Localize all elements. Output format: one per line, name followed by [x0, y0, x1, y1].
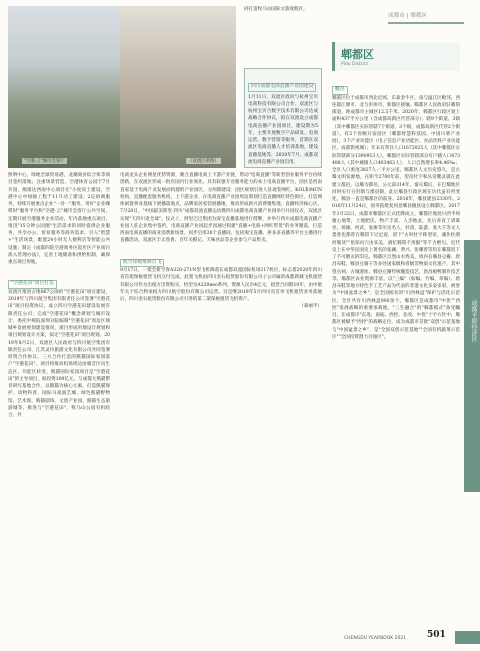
- col2-signature: （葛丽平）: [299, 304, 322, 310]
- col2-top: [244, 6, 322, 58]
- feature-box: [244, 68, 322, 168]
- photo-airport-city-lounge: [8, 6, 236, 168]
- district-title: 郫都区: [341, 48, 374, 61]
- feature-text: 1月11日，双流区政府与杭州宝贝电商科技有限公司合作，双流区与杭州宝贝合数字技术有限公司达成战略合作协议，拟在双流设立成都电商直播产业园项目，建设期为5年，主要开展数字产品研发、电商运营、数字营销等服务，首期在双流区电商直播人才培训基地，建设直播基地等，2020年7月，成都双流电商直播产业园启用。: [248, 94, 318, 165]
- footer-bar: [455, 631, 480, 644]
- header-rule: [388, 22, 464, 24]
- section-tag-overview: 概况: [332, 86, 348, 95]
- section-tag-aviation: 航空保税维修首飞: [120, 259, 164, 268]
- col2-top-text: 同打造牧马山国际文旅度假区。: [244, 7, 308, 12]
- district-title-en: Pidu District: [341, 62, 369, 67]
- col1-section-text: 双流区推进占地867公顷的"空港花田"项目建设，2019年与四川航空集团有限责任公司签署"空港花田"项目投资协议，成立四川空港花田建设发展有限责任公司；完成"空港花田"概念规划与城市设计，委托中规院深圳分院编制"空港花田"周边区域城乡发展规划建设情况，项目形成用地设计规划和项目规划设计方案，拟定"空港花田"项目规划。2019年8月2日，双流区人民政府与四川航空集团有限责任公司、江苏灵玲旅游文化有限公司共同签署投资合作协议，三方合作打造的熊猫国际家园落户"空港花田"，项目将推动机场周边由噪音区向生态区、功能区转变。熊猫国际家园项目是"空港花田"的主导项目，拟投资100亿元，与成都大熊猫繁育研究基地合作，以熊猫为核心元素，打造熊猫保护、动物科普、国际马戏演艺城、绿色熊猫野物馆、艺术现、熊猫剧场、文创产业园、熊猫生态旅游城等，推进与"空港花田"，牧马山公园有机结合，共: [8, 289, 110, 419]
- journal-name: CHENGDU YEARBOOK 2021: [344, 636, 407, 641]
- breadcrumb: 成都市 | 郫都区: [388, 13, 428, 19]
- photo-credit: （双流区供图）: [188, 159, 219, 164]
- col2-mid-text: 电商龙头企业网星优势资源，聚合直播电商上下游产业链，带动"电商直播"等新型创业服务平台持续创新，在双流区形成一批有国内行业领先、具有较强专业服务能力的本土电商直播平台。园区是西南直家基于电商产业发展而构建的产业园区，分两期建设：园区规划引进人驻观鉴网红、KOL和MCN机构，直播配套服务机构，上下游企业，在电商直播产业园周边策划打造直播网红特色街区，打造网体闲置事业基线下展播落地点，品牌家居家装展播地，推动形成新兴消费聚集地，直播经济核心区。7月20日，"中国最美郎堂·四川"成都双流直播运动暨四川成都电商直播产业园举行开园仪式，双流区实现"天四川麦全球"。仪式上，阿里巴巴集团为深宝直播基地进行授牌，并举行四川成都电商直播产业园人驻企业集中签约，电商直播产业园起步园通过构建"直播+电商+网红带货"的业务聚落，打造西南电商直播的商业消费新场景，同步启用20个直播间，包括淘宝直播、拼多多直播等平台主播进行直播活动，双流区丰太苍香、百年关帽记、天味食品等企业参与产品售卖。: [120, 173, 322, 244]
- col1-top-text: 照明中心，绿地全球贸易港，龙潮商业综合体等项目签约落地；注重场景营造，空港体育公园于7月开园，澳康达西南中心项目在"小度说土建设，空港中心中绿轴工程于11月动工建设；2定协调服务，持续开展重点企业"一对一"服务，用好"企业咖啡时"服务平台和"空港·云"城市会客厅公共空间，定期开展空港服务企业活动，年内落地重点项目，推进"15分钟公园圈"生活需求的同时提供企业服务，共享办公，贸易服务等商务需求，引入"智慧+"生活场景，配置24小时无人便利店等智能公共设施；制定《成都四院空港商务区起步区产业项目准入管理办法》，完善土地储备和供给机制，确保重点项目用地。: [8, 173, 110, 265]
- col2-section-text: 9月17日，一架全新空客A320-271N型飞机降落在成都双流国际机场217机位，标志着2020年四川省首架保税租赁飞机交付完成。此架飞机由四川金石租赁股份有限公司子公司属的成都新城飞机租赁有限公司作为出租方出资购买，机型为A320neo系列，资源人民币4亿元，租赁合同期10年，由中航年关于综合利承租方四川航空股份有限公司运营。这是继2019年5月四川省首单飞机租赁业务落地后，四川金石租赁股份有限公司引进的第二架保税租赁飞机资产。: [120, 268, 322, 303]
- page-number: 501: [427, 630, 446, 640]
- photo-caption: "空港·云"城市会客厅: [24, 159, 65, 164]
- photo-building: [120, 6, 236, 168]
- feature-tag: 四川成都电商直播产业园建设: [248, 83, 316, 92]
- chapter-label: 成都平原经济区: [470, 300, 477, 342]
- column-3: [332, 42, 460, 627]
- column-2: [120, 172, 322, 627]
- column-1: [8, 172, 110, 627]
- section-tag-airport-flower: "空港花田"项目打造: [8, 280, 57, 289]
- chapter-sidebar: [464, 240, 480, 492]
- district-title-block: [332, 42, 460, 71]
- col3-text: 郫都区位于成都市西北近郊，东靠金牛区，南与温江区毗邻，西连都江堰市，北与彭州市、新都区接壤。郫都区人民政府驻郫筒街道，距成都市主城区12.5千米。2020年，郫都区行政区划上面积437平方公里（含成都高新区代管部分）；辖9个街道、3镇（其中郫都区实际管辖7个街道、3个镇，成都高新区代管2个街道），有2个省级开发园区（郫都智慧科技园、中国川菜产业园），3个产业功能区（电子信息产业功能区、食品饮料产业功能区、成都影视城）；年末有常住人口1672025人（其中郫都区实际管辖部分1390913人）。郫都区实际管辖部分有户籍人口673488人（其中城镇人口403463人），人口自然增长率4.46‰；全区人口密度3827人／平方公里。郫都区人文历史悠久，是古蜀文明发源地，在距今2700年前，望帝杜宇和丛帝鳖灵就在此建立都邑，以郫为都邑。公元前314年，秦灭蜀后，在巴蜀地区同时实行分封制与郡县制，此后郫县行政区域在历代虽有所变化，郫县一直是郫都区的前身。2016年，郫县建县2330年。2016年11月24日，国务院批复同意郫县撤县设立郫都区。2017年1月22日，成都市郫都区正式挂牌成立。郫都区地处川西平坝腹心地带，土地肥沃，物产丰富，人杰地灵，先后养育了诸葛亮、扬雄、何武、张俊等历史名人，杜甫、陆游、张大千等文人墨客也都曾在郫留下过足迹，留下"古时杜宇称望帝，魂作杜鹃何微哉""鱼知丙穴由来美，酒忆郫筒不用酤"等千古绝句。近代史上在中华民国史上著名的张澜、黄兴、张耀曾等均在郫都留下了不可磨灭的印记。郫都区自然山水秀美，境内有郫县豆瓣、唐昌布鞋、郫县豆腐干等多处国家级和省级非物质文化遗产，其中望丛祠、古城遗址、郫县豆瓣传统酿造技艺、唐昌板鸭制作技艺等。郫都区农业资源丰富，以"三编"（棕编、竹编、草编）、唐昌布鞋等地方特色手工艺产品为代表的非遗文化多姿多彩，被誉为"中国盆景之乡"，是全国闻名的"川西林盘"保护与活化示范区，全区共有川西林盘900余个。郫都区是成都市"中优""西控"发展战略的重要承载地，"三生融合"的"郫都模式"备受瞩目，在成都市"东进、南拓、西控、北改、中优"十字方针中，郫都区被赋予"西控"的战略定位，成为成都市首批"双创"示范基地与"中国盆景之乡"，是"全国双创示范基地""全国有机蔬菜示范区""全国投资潜力百强区"。: [332, 95, 460, 340]
